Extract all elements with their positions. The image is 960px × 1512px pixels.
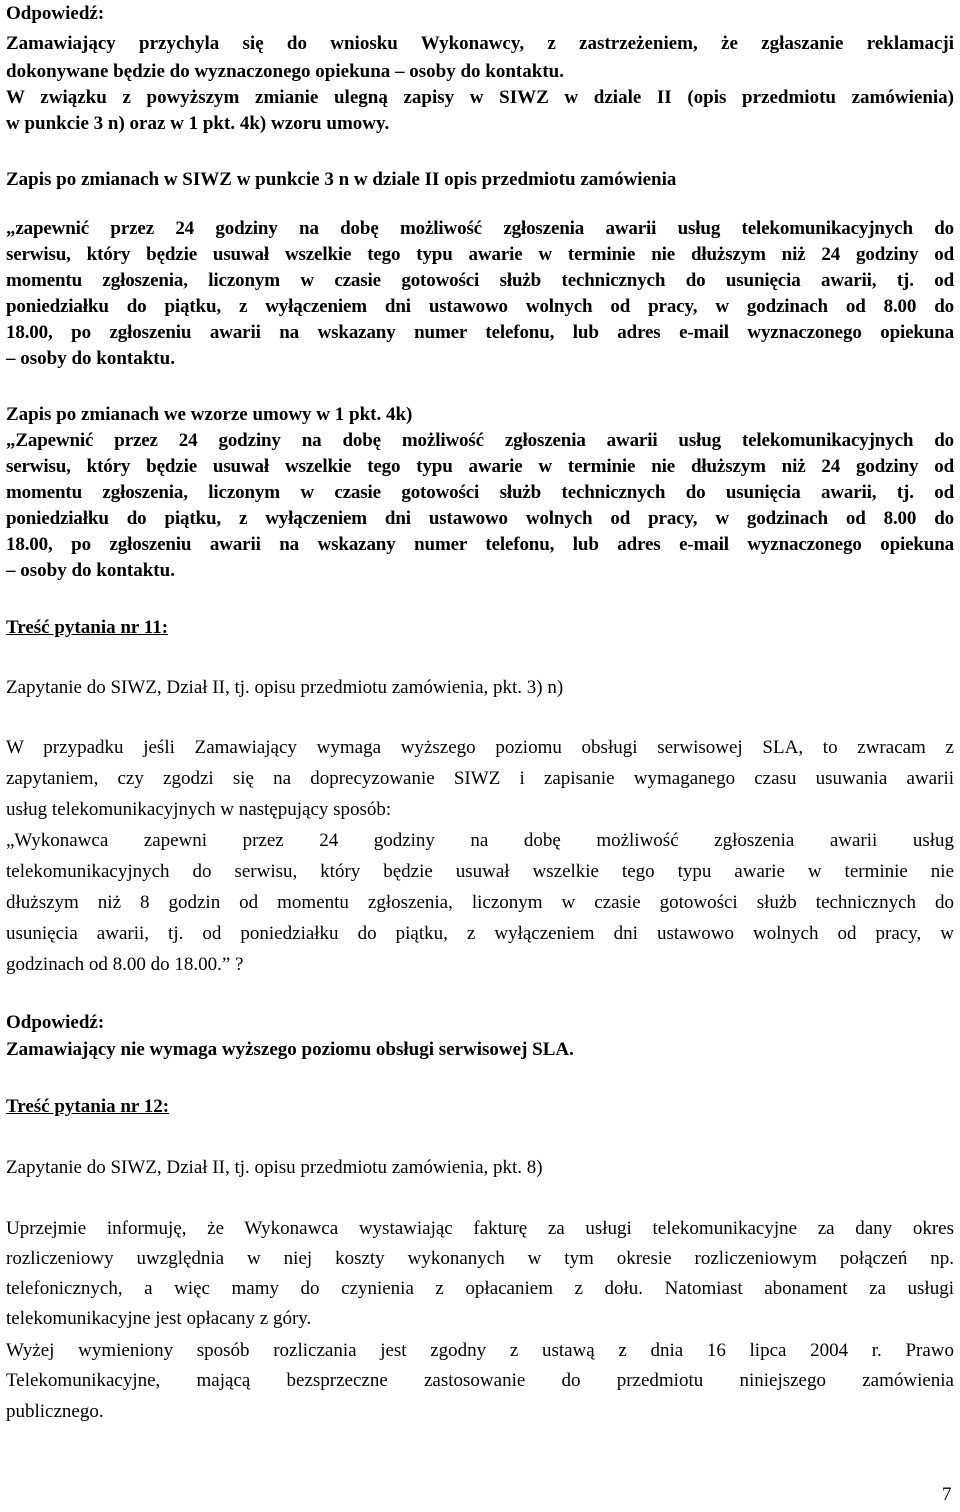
- contract-amendment-line: 18.00, po zgłoszeniu awarii na wskazany numer telefonu, lub adres e-mail wyznaczonego opiekuna: [6, 534, 954, 555]
- siwz-amendment-heading: Zapis po zmianach w SIWZ w punkcie 3 n w dziale II opis przedmiotu zamówienia: [6, 169, 677, 190]
- question-12-line: rozliczeniowy uwzględnia w niej koszty wykonanych w tym okresie rozliczeniowym połączeń np.: [6, 1248, 954, 1269]
- siwz-amendment-line: poniedziałku do piątku, z wyłączeniem dni ustawowo wolnych od pracy, w godzinach od 8.00 do: [6, 296, 954, 317]
- answer-text-line: dokonywane będzie do wyznaczonego opiekuna – osoby do kontaktu.: [6, 61, 564, 82]
- answer-text-line: W związku z powyższym zmianie ulegną zapisy w SIWZ w dziale II (opis przedmiotu zamówienia): [6, 87, 954, 108]
- question-11-quote-line: godzinach od 8.00 do 18.00.” ?: [6, 954, 244, 975]
- contract-amendment-heading: Zapis po zmianach we wzorze umowy w 1 pkt. 4k): [6, 404, 413, 425]
- question-11-line: usług telekomunikacyjnych w następujący sposób:: [6, 799, 392, 820]
- question-11-reference: Zapytanie do SIWZ, Dział II, tj. opisu przedmiotu zamówienia, pkt. 3) n): [6, 677, 564, 698]
- answer-heading: Odpowiedź:: [6, 3, 105, 24]
- question-11-quote-line: „Wykonawca zapewni przez 24 godziny na dobę możliwość zgłoszenia awarii usług: [6, 830, 954, 851]
- answer-heading: Odpowiedź:: [6, 1012, 105, 1033]
- siwz-amendment-line: „zapewnić przez 24 godziny na dobę możliwość zgłoszenia awarii usług telekomunikacyjnych do: [6, 218, 954, 239]
- question-11-line: W przypadku jeśli Zamawiający wymaga wyższego poziomu obsługi serwisowej SLA, to zwracam z: [6, 737, 954, 758]
- siwz-amendment-line: momentu zgłoszenia, liczonym w czasie gotowości służb technicznych do usunięcia awarii, tj. od: [6, 270, 954, 291]
- question-11-heading: Treść pytania nr 11:: [6, 617, 169, 638]
- question-12-line: publicznego.: [6, 1401, 104, 1422]
- siwz-amendment-line: – osoby do kontaktu.: [6, 348, 175, 369]
- question-12-line: telefonicznych, a więc mamy do czynienia z opłacaniem z dołu. Natomiast abonament za usługi: [6, 1278, 954, 1299]
- contract-amendment-line: momentu zgłoszenia, liczonym w czasie gotowości służb technicznych do usunięcia awarii, tj. od: [6, 482, 954, 503]
- contract-amendment-line: „Zapewnić przez 24 godziny na dobę możliwość zgłoszenia awarii usług telekomunikacyjnych do: [6, 430, 954, 451]
- question-12-heading: Treść pytania nr 12:: [6, 1096, 170, 1117]
- question-11-quote-line: dłuższym niż 8 godzin od momentu zgłoszenia, liczonym w czasie gotowości służb technicznych do: [6, 892, 954, 913]
- answer-11-text: Zamawiający nie wymaga wyższego poziomu obsługi serwisowej SLA.: [6, 1039, 574, 1060]
- question-12-line: Telekomunikacyjne, mającą bezsprzeczne zastosowanie do przedmiotu niniejszego zamówienia: [6, 1370, 954, 1391]
- question-12-line: telekomunikacyjne jest opłacany z góry.: [6, 1308, 312, 1329]
- answer-text-line: w punkcie 3 n) oraz w 1 pkt. 4k) wzoru umowy.: [6, 113, 390, 134]
- question-11-quote-line: usunięcia awarii, tj. od poniedziałku do piątku, z wyłączeniem dni ustawowo wolnych od pracy, w: [6, 923, 954, 944]
- siwz-amendment-line: serwisu, który będzie usuwał wszelkie tego typu awarie w terminie nie dłuższym niż 24 godziny od: [6, 244, 954, 265]
- question-12-line: Wyżej wymieniony sposób rozliczania jest zgodny z ustawą z dnia 16 lipca 2004 r. Prawo: [6, 1340, 954, 1361]
- siwz-amendment-line: 18.00, po zgłoszeniu awarii na wskazany numer telefonu, lub adres e-mail wyznaczonego opiekuna: [6, 322, 954, 343]
- question-11-line: zapytaniem, czy zgodzi się na doprecyzowanie SIWZ i zapisanie wymaganego czasu usuwania awarii: [6, 768, 954, 789]
- page-number: 7: [942, 1484, 952, 1505]
- question-12-reference: Zapytanie do SIWZ, Dział II, tj. opisu przedmiotu zamówienia, pkt. 8): [6, 1157, 543, 1178]
- contract-amendment-line: serwisu, który będzie usuwał wszelkie tego typu awarie w terminie nie dłuższym niż 24 godziny od: [6, 456, 954, 477]
- contract-amendment-line: – osoby do kontaktu.: [6, 560, 175, 581]
- question-12-line: Uprzejmie informuję, że Wykonawca wystawiając fakturę za usługi telekomunikacyjne za dany okres: [6, 1218, 954, 1239]
- answer-text-line: Zamawiający przychyla się do wniosku Wykonawcy, z zastrzeżeniem, że zgłaszanie reklamacji: [6, 33, 954, 54]
- question-11-quote-line: telekomunikacyjnych do serwisu, który będzie usuwał wszelkie tego typu awarie w terminie nie: [6, 861, 954, 882]
- contract-amendment-line: poniedziałku do piątku, z wyłączeniem dni ustawowo wolnych od pracy, w godzinach od 8.00 do: [6, 508, 954, 529]
